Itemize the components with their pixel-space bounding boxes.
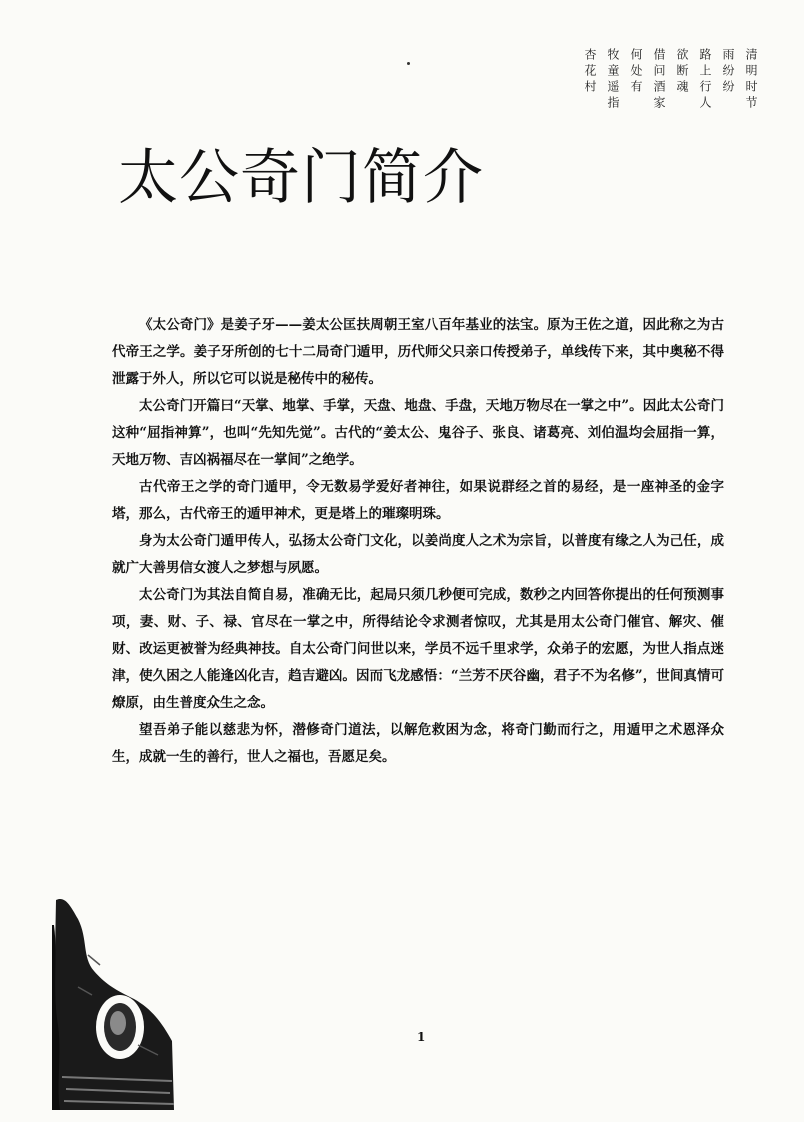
poem-line: 牧童遥指 (606, 48, 620, 112)
paragraph: 《太公奇门》是姜子牙——姜太公匡扶周朝王室八百年基业的法宝。原为王佐之道，因此称之为古代帝王之学。姜子牙所创的七十二局奇门遁甲，历代师父只亲口传授弟子，单线传下来，其中奥秘不得泄露于外人，所以它可以说是秘传中的秘传。 (112, 317, 724, 387)
paragraph: 太公奇门开篇曰“天掌、地掌、手掌，天盘、地盘、手盘，天地万物尽在一掌之中”。因此太公奇门这种“屈指神算”，也叫“先知先觉”。古代的“姜太公、鬼谷子、张良、诸葛亮、刘伯温均会屈指一算，天地万物、吉凶祸福尽在一掌间”之绝学。 (112, 398, 724, 468)
poem-line: 欲断魂 (675, 48, 689, 96)
paragraph: 太公奇门为其法自简自易，准确无比，起局只须几秒便可完成，数秒之内回答你提出的任何预测事项，妻、财、子、禄、官尽在一掌之中，所得结论令求测者惊叹，尤其是用太公奇门催官、解灾、催财、改运更被誉为经典神技。自太公奇门问世以来，学员不远千里求学，众弟子的宏愿，为世人指点迷津，使久困之人能逢凶化吉，趋吉避凶。因而飞龙感悟：“兰芳不厌谷幽，君子不为名修”，世间真情可燎原，由生普度众生之念。 (112, 587, 724, 711)
page-number: 1 (417, 1030, 426, 1044)
poem-line: 借问酒家 (652, 48, 666, 112)
poem-line: 何处有 (629, 48, 643, 96)
poem-line: 杏花村 (583, 48, 597, 96)
poem-line: 清明时节 (744, 48, 758, 112)
print-speck (407, 62, 410, 65)
ink-landscape-illustration (48, 895, 178, 1110)
page-title: 太公奇门简介 (118, 143, 484, 213)
paragraph: 古代帝王之学的奇门遁甲，令无数易学爱好者神往，如果说群经之首的易经，是一座神圣的金字塔，那么，古代帝王的遁甲神术，更是塔上的璀璨明珠。 (112, 479, 724, 522)
paragraph: 望吾弟子能以慈悲为怀，潜修奇门道法，以解危救困为念，将奇门勤而行之，用遁甲之术恩泽众生，成就一生的善行，世人之福也，吾愿足矣。 (112, 722, 724, 765)
poem-line: 雨纷纷 (721, 48, 735, 96)
body-text (112, 312, 724, 771)
poem-block (583, 48, 758, 112)
paragraph: 身为太公奇门遁甲传人，弘扬太公奇门文化，以姜尚度人之术为宗旨，以普度有缘之人为己任，成就广大善男信女渡人之梦想与夙愿。 (112, 533, 724, 576)
poem-line: 路上行人 (698, 48, 712, 112)
